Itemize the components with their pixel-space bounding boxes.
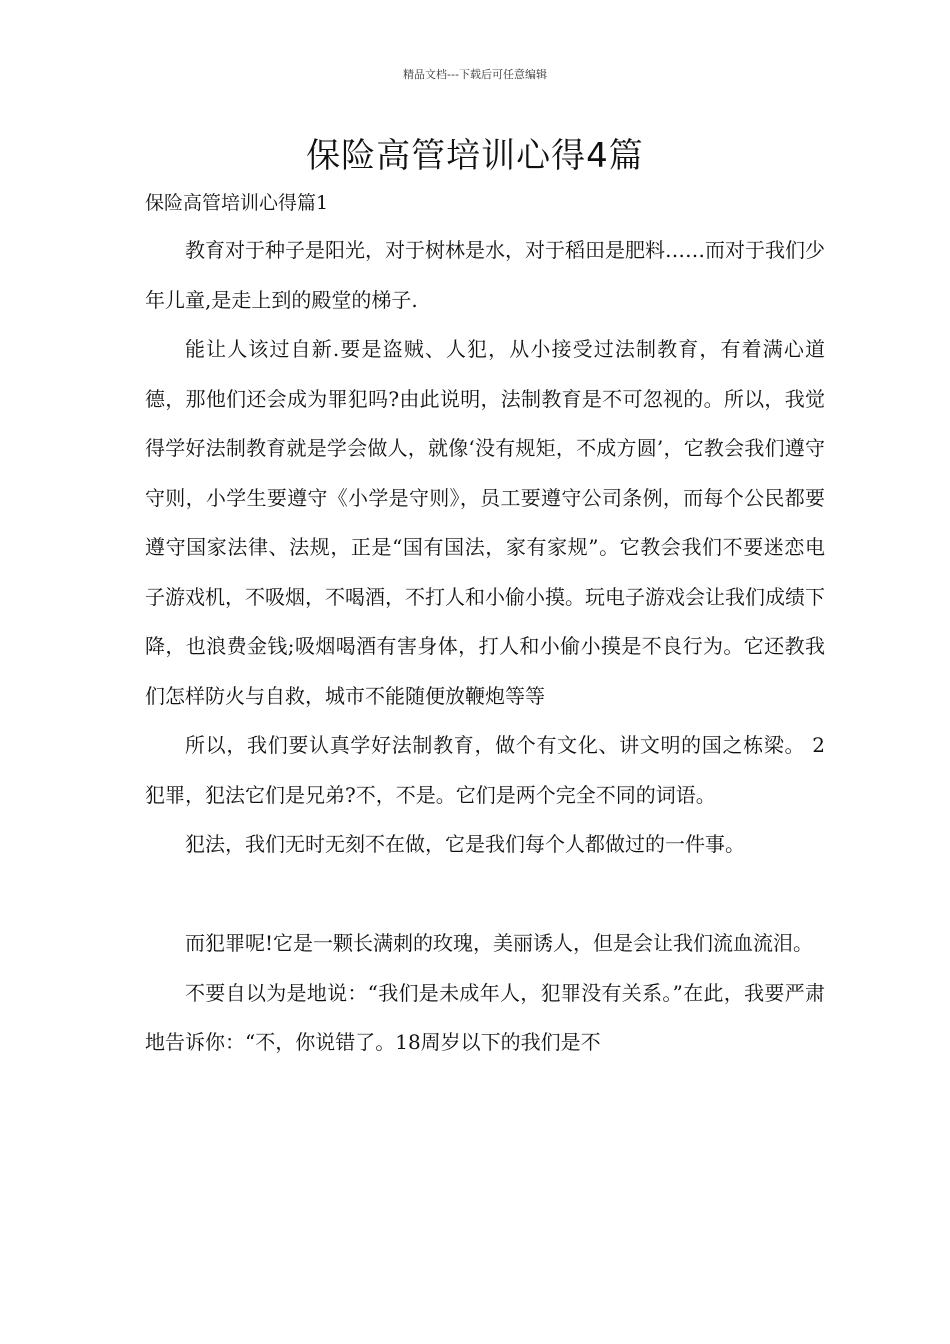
paragraph: 不要自以为是地说：“我们是未成年人，犯罪没有关系。”在此，我要严肃地告诉你：“不，你说错了。18周岁以下的我们是不 xyxy=(145,980,825,1054)
blank-line xyxy=(145,870,825,920)
paragraph: 犯法，我们无时无刻不在做，它是我们每个人都做过的一件事。 xyxy=(185,832,745,856)
document-title: 保险高管培训心得4篇 xyxy=(306,136,644,176)
section-heading: 保险高管培训心得篇1 xyxy=(145,192,329,214)
body-text xyxy=(145,226,825,1068)
paragraph: 能让人该过自新.要是盗贼、人犯，从小接受过法制教育，有着满心道德，那他们还会成为罪犯吗?由此说明，法制教育是不可忽视的。所以，我觉得学好法制教育就是学会做人，就像‘没有规矩，不成方圆’，它教会我们遵守守则，小学生要遵守《小学是守则》，员工要遵守公司条例，而每个公民都要遵守国家法律、法规，正是“国有国法，家有家规”。它教会我们不要迷恋电子游戏机，不吸烟，不喝酒，不打人和小偷小摸。玩电子游戏会让我们成绩下降，也浪费金钱;吸烟喝酒有害身体，打人和小偷小摸是不良行为。它还教我们怎样防火与自救，城市不能随便放鞭炮等等 xyxy=(145,337,825,708)
paragraph: 而犯罪呢!它是一颗长满刺的玫瑰，美丽诱人，但是会让我们流血流泪。 xyxy=(185,931,814,955)
header-note: 精品文档---下载后可任意编辑 xyxy=(403,68,547,81)
paragraph: 所以，我们要认真学好法制教育，做个有文化、讲文明的国之栋梁。 2 犯罪，犯法它们是兄弟?不，不是。它们是两个完全不同的词语。 xyxy=(145,733,825,807)
paragraph: 教育对于种子是阳光，对于树林是水，对于稻田是肥料……而对于我们少年儿童,是走上到的殿堂的梯子. xyxy=(145,238,825,312)
